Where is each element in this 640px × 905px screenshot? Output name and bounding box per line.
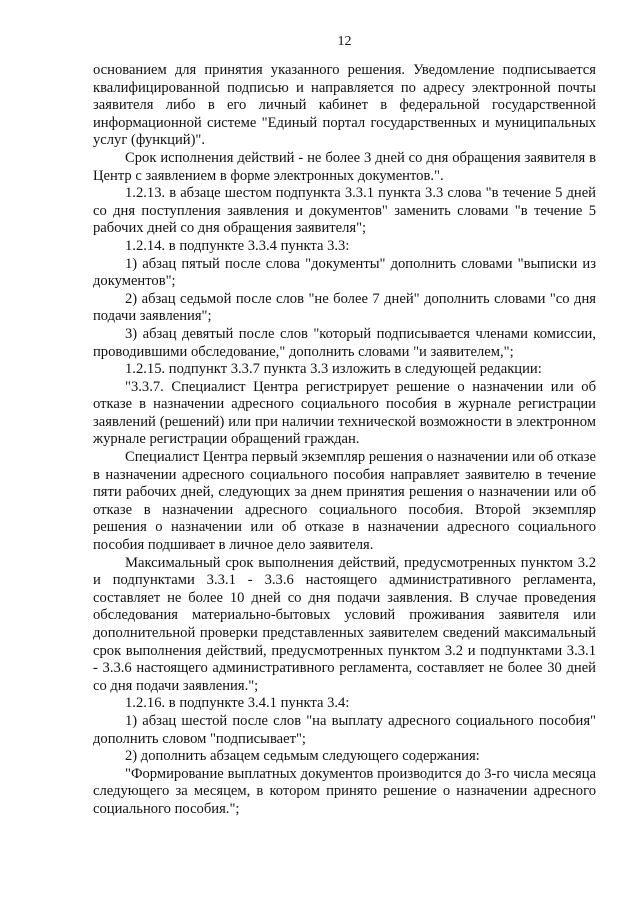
paragraph: 1.2.14. в подпункте 3.3.4 пункта 3.3: [125,237,350,254]
paragraph: 1.2.15. подпункт 3.3.7 пункта 3.3 изложить в следующей редакции: [125,361,542,378]
paragraph: 3) абзац девятый после слов "который подписывается членами комиссии, проводившими обследование," дополнить словами "и заявителем,"; [93,325,596,360]
paragraph: 1) абзац шестой после слов "на выплату адресного социального пособия" дополнить словом "подписывает"; [93,712,596,747]
paragraph: 1.2.16. в подпункте 3.4.1 пункта 3.4: [125,695,350,712]
paragraph: Максимальный срок выполнения действий, предусмотренных пунктом 3.2 и подпунктами 3.3.1 - 3.3.6 настоящего административного регламента, составляет не более 10 дней со дня подачи заявления. В случае проведения обследования материально-бытовых условий проживания заявителя или дополнительной проверки представленных заявителем сведений максимальный срок выполнения действий, предусмотренных пунктом 3.2 и подпунктами 3.3.1 - 3.3.6 настоящего административного регламента, составляет не более 30 дней со дня подачи заявления."; [93,554,596,694]
paragraph: 1) абзац пятый после слова "документы" дополнить словами "выписки из документов"; [93,255,596,290]
paragraph: Специалист Центра первый экземпляр решения о назначении или об отказе в назначении адресного социального пособия направляет заявителю в течение пяти рабочих дней, следующих за днем принятия решения о назначении или об отказе в назначении адресного социального пособия. Второй экземпляр решения о назначении или об отказе в назначении адресного социального пособия подшивает в личное дело заявителя. [93,449,596,554]
paragraph: Срок исполнения действий - не более 3 дней со дня обращения заявителя в Центр с заявлением в форме электронных документов.". [93,149,596,184]
paragraph: 2) абзац седьмой после слов "не более 7 дней" дополнить словами "со дня подачи заявления"; [93,290,596,325]
document-body [93,62,596,819]
paragraph: основанием для принятия указанного решения. Уведомление подписывается квалифицированной подписью и направляется по адресу электронной почты заявителя либо в его личный кабинет в федеральной государственной информационной системе "Единый портал государственных и муниципальных услуг (функций)". [93,62,596,149]
paragraph: 2) дополнить абзацем седьмым следующего содержания: [125,748,480,765]
paragraph: "3.3.7. Специалист Центра регистрирует решение о назначении или об отказе в назначении адресного социального пособия в журнале регистрации заявлений (решений) или при наличии технической возможности в электронном журнале регистрации обращений граждан. [93,378,596,448]
page-number: 12 [337,34,352,49]
paragraph: "Формирование выплатных документов производится до 3-го числа месяца следующего за месяцем, в котором принято решение о назначении адресного социального пособия."; [93,765,596,817]
paragraph: 1.2.13. в абзаце шестом подпункта 3.3.1 пункта 3.3 слова "в течение 5 дней со дня поступления заявления и документов" заменить словами "в течение 5 рабочих дней со дня обращения заявителя"; [93,185,596,237]
